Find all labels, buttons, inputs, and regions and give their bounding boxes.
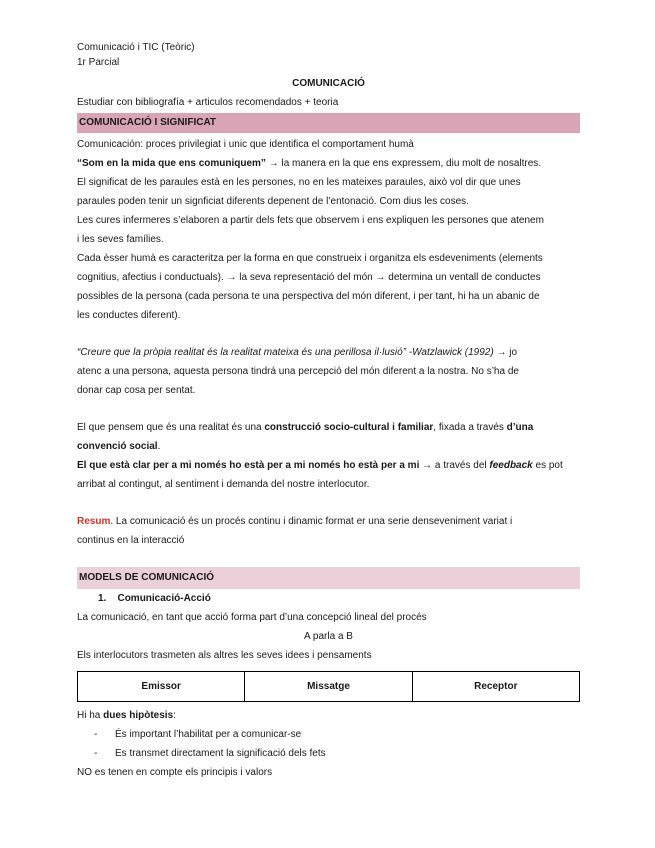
bold-text: construcció socio-cultural i familiar: [264, 422, 434, 433]
bold-text: dues hipòtesis: [103, 710, 174, 721]
item-title: Comunicació-Acció: [117, 593, 211, 604]
paragraph: Els interlocutors trasmeten als altres les seves idees i pensaments: [77, 650, 372, 661]
paragraph-text: , fixada a través: [433, 422, 507, 433]
course-name: Comunicació i TIC (Teòric): [77, 42, 195, 53]
list-item-text: Es transmet directament la significació dels fets: [115, 748, 326, 759]
dash-bullet: -: [94, 729, 98, 740]
paragraph: NO es tenen en compte els principis i valors: [77, 767, 273, 778]
communication-table: [77, 671, 580, 702]
paragraph: i les seves famílies.: [77, 234, 164, 245]
paragraph: Comunicación: proces privilegiat i unic que identifica el comportament humà: [77, 139, 414, 150]
bold-text: convenció social: [77, 441, 158, 452]
paragraph: [77, 706, 580, 725]
paragraph-text: :: [173, 710, 176, 721]
paragraph: El significat de les paraules està en les persones, no en les mateixes paraules, això vol dir que unes: [77, 177, 521, 188]
table-cell-emissor: Emissor: [78, 672, 245, 702]
quote-bold: “Som en la mida que ens comuniquem”: [77, 158, 266, 169]
paragraph-text: El que pensem que és una realitat és una: [77, 422, 265, 433]
summary-paragraph: [77, 512, 580, 531]
list-item-text: És important l’habilitat per a comunicar-se: [115, 729, 302, 740]
paragraph: cognitius, afectius i conductuals). → la seva representació del món → determina un ventall de conductes: [77, 272, 541, 283]
paragraph: [77, 456, 580, 475]
numbered-item: [77, 589, 580, 608]
table-cell-receptor: Receptor: [412, 672, 579, 702]
paragraph: atenc a una persona, aquesta persona tindrá una percepció del món diferent a la nostra. No s’ha de: [77, 366, 519, 377]
quote-paragraph: [77, 343, 580, 362]
feedback-term: feedback: [489, 460, 533, 471]
center-line: A parla a B: [304, 631, 353, 642]
paragraph-text: .: [157, 441, 161, 452]
document-page: [77, 40, 580, 782]
bold-text: El que està clar per a mi només ho està per a mi només ho està per a mi: [77, 460, 420, 471]
intro-text: Estudiar con bibliografía + articulos recomendados + teoria: [77, 97, 339, 108]
dash-bullet: -: [94, 748, 98, 759]
paragraph: La comunicació, en tant que acció forma part d’una concepció lineal del procés: [77, 612, 427, 623]
resum-label: Resum: [77, 516, 111, 527]
paragraph: possibles de la persona (cada persona te una perspectiva del món diferent, i per tant, hi ha un abanic de: [77, 291, 540, 302]
section-heading-models: MODELS DE COMUNICACIÓ: [77, 567, 580, 589]
paragraph: paraules poden tenir un signficiat diferents depenent de l’entonació. Com dius les coses.: [77, 196, 469, 207]
paragraph: continus en la interacció: [77, 535, 185, 546]
term-label: 1r Parcial: [77, 57, 120, 68]
paragraph-text: → a través del: [419, 460, 490, 471]
paragraph: arribat al contingut, al sentiment i demanda del nostre interlocutor.: [77, 479, 370, 490]
paragraph: [77, 418, 580, 437]
paragraph-text: es pot: [532, 460, 563, 471]
table-cell-missatge: Missatge: [245, 672, 412, 702]
paragraph: Cada èsser humà es caracteritza per la forma en que construeix i organitza els esdeveniments (elements: [77, 253, 543, 264]
bold-text: d’una: [506, 422, 534, 433]
paragraph-text: . La comunicació és un procés continu i dinamic format er una serie denseveniment variat i: [110, 516, 513, 527]
quote-italic: “Creure que la pròpia realitat és la realitat mateixa és una perillosa il·lusió” -Watzlawick (1992): [77, 347, 494, 358]
paragraph: [77, 154, 580, 173]
paragraph: Les cures infermeres s’elaboren a partir dels fets que observem i ens expliquen les persones que atenem: [77, 215, 544, 226]
paragraph: [77, 437, 580, 456]
paragraph-text: Hi ha: [77, 710, 104, 721]
paragraph: donar cap cosa per sentat.: [77, 385, 196, 396]
section-heading-significat: COMUNICACIÓ I SIGNIFICAT: [77, 113, 580, 133]
paragraph-text: → la manera en la que ens expressem, diu molt de nosaltres.: [265, 158, 542, 169]
page-title: COMUNICACIÓ: [292, 78, 365, 89]
paragraph: les conductes diferent).: [77, 310, 181, 321]
list-item: [77, 725, 580, 744]
paragraph-text: → jo: [493, 347, 518, 358]
list-item: [77, 744, 580, 763]
item-number: 1.: [98, 593, 107, 604]
